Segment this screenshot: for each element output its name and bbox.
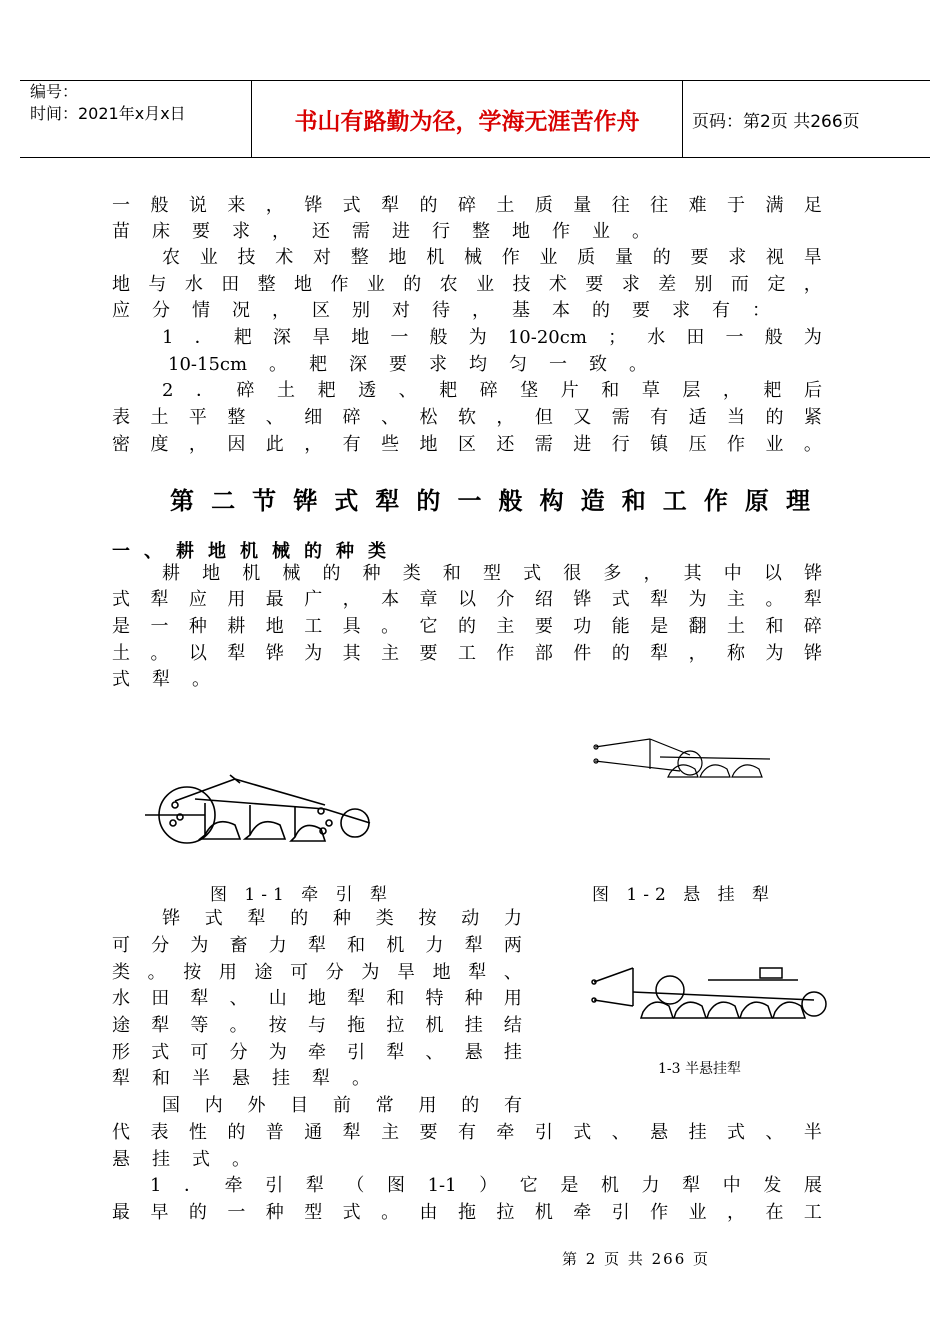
doc-time-label: 时间：2021年x月x日 (30, 104, 186, 123)
body-line: 式 犁 应 用 最 广 ， 本 章 以 介 绍 铧 式 犁 为 主 。 犁 (112, 589, 822, 610)
body-line: 土 。 以 犁 铧 为 其 主 要 工 作 部 件 的 犁 ， 称 为 铧 (112, 643, 822, 664)
body-line: 代 表 性 的 普 通 犁 主 要 有 牵 引 式 、 悬 挂 式 、 半 (112, 1122, 822, 1143)
figure-trailed-plough (145, 765, 385, 855)
body-line: 类 。 按 用 途 可 分 为 旱 地 犁 、 (112, 962, 522, 983)
body-line: 悬 挂 式 。 (112, 1149, 250, 1170)
header-page-label: 页码：第2页 共266页 (692, 112, 860, 132)
subsection-title: 一、耕地机械的种类 (112, 541, 400, 562)
header-table (20, 80, 930, 158)
body-line: 最 早 的 一 种 型 式 。 由 拖 拉 机 牵 引 作 业 ， 在 工 (112, 1202, 822, 1223)
body-line: 水 田 犁 、 山 地 犁 和 特 种 用 (112, 988, 522, 1009)
body-line: 1 ． 耙 深 旱 地 一 般 为 10-20cm ； 水 田 一 般 为 (162, 327, 822, 348)
body-line: 一 般 说 来 ， 铧 式 犁 的 碎 土 质 量 往 往 难 于 满 足 (112, 195, 822, 216)
body-line: 1 ． 牵 引 犁 （ 图 1-1 ） 它 是 机 力 犁 中 发 展 (150, 1175, 822, 1196)
body-line: 犁 和 半 悬 挂 犁 。 (112, 1068, 370, 1089)
body-line: 耕 地 机 械 的 种 类 和 型 式 很 多 ， 其 中 以 铧 (162, 563, 822, 584)
header-motto: 书山有路勤为径，学海无涯苦作舟 (294, 109, 640, 135)
body-line: 密 度 ， 因 此 ， 有 些 地 区 还 需 进 行 镇 压 作 业 。 (112, 434, 822, 455)
body-line: 可 分 为 畜 力 犁 和 机 力 犁 两 (112, 935, 522, 956)
figure-semi-mounted-plough (588, 962, 833, 1034)
header-divider (682, 81, 683, 157)
body-line: 形 式 可 分 为 牵 引 犁 、 悬 挂 (112, 1042, 522, 1063)
figure-caption-2: 图 1-2 悬 挂 犁 (592, 885, 775, 905)
header-meta (30, 81, 260, 157)
figure-caption-3: 1-3 半悬挂犁 (658, 1061, 741, 1077)
body-line: 是 一 种 耕 地 工 具 。 它 的 主 要 功 能 是 翻 土 和 碎 (112, 616, 822, 637)
body-line: 铧 式 犁 的 种 类 按 动 力 (162, 908, 522, 929)
section-title: 第 二 节 铧 式 犁 的 一 般 构 造 和 工 作 原 理 (170, 487, 810, 515)
body-line: 式 犁 。 (112, 669, 210, 690)
body-line: 农 业 技 术 对 整 地 机 械 作 业 质 量 的 要 求 视 旱 (162, 247, 822, 268)
doc-number-label: 编号： (30, 82, 79, 101)
body-line: 地 与 水 田 整 地 作 业 的 农 业 技 术 要 求 差 别 而 定 ， (112, 274, 822, 295)
page-footer: 第 2 页 共 266 页 (562, 1250, 711, 1268)
body-line: 10-15cm 。 耙 深 要 求 均 匀 一 致 。 (168, 354, 648, 375)
body-line: 途 犁 等 。 按 与 拖 拉 机 挂 结 (112, 1015, 522, 1036)
figure-mounted-plough (590, 733, 780, 783)
body-line: 应 分 情 况 ， 区 别 对 待 ， 基 本 的 要 求 有 ： (112, 300, 770, 321)
body-line: 2 ． 碎 土 耙 透 、 耙 碎 垡 片 和 草 层 ， 耙 后 (162, 380, 822, 401)
body-line: 苗 床 要 求 ， 还 需 进 行 整 地 作 业 。 (112, 221, 650, 242)
body-line: 表 土 平 整 、 细 碎 、 松 软 ， 但 又 需 有 适 当 的 紧 (112, 407, 822, 428)
body-line: 国 内 外 目 前 常 用 的 有 (162, 1095, 522, 1116)
figure-caption-1: 图 1-1 牵 引 犁 (210, 885, 393, 905)
